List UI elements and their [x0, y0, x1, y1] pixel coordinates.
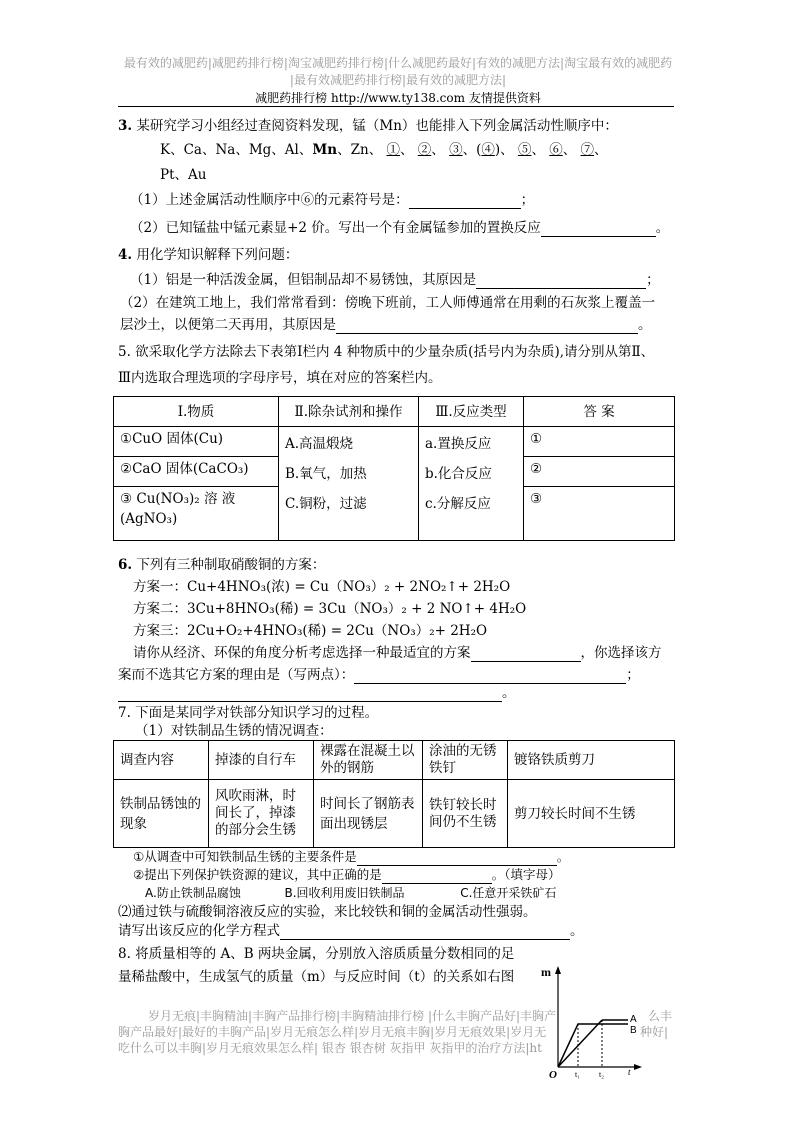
watermark-text: 岁月无痕|丰胸精油|丰胸产品排行榜|丰胸精油排行榜 |什么丰胸产品好|丰胸产: [148, 1009, 557, 1023]
punct: 。: [655, 220, 670, 236]
answer-blank[interactable]: [357, 851, 557, 866]
cell-line: ③ Cu(NO₃)₂ 溶 液: [120, 491, 236, 507]
q7-qb: [133, 866, 560, 884]
table-header: 答 案: [524, 397, 675, 427]
x-arrow-icon: [634, 1064, 642, 1070]
q5-table: [113, 396, 675, 541]
origin-label: O: [549, 1069, 557, 1080]
series-part: 、: [562, 142, 577, 158]
cell-line: (AgNO₃): [120, 511, 178, 527]
q8-line2: 量稀盐酸中，生成氢气的质量（m）与反应时间（t）的关系如右图: [118, 969, 515, 985]
option: a.置换反应: [425, 436, 492, 452]
option: A.高温煅烧: [285, 436, 354, 452]
answer-blank[interactable]: [336, 319, 638, 334]
table-header: 裸露在混凝土以外的钢筋: [314, 741, 423, 780]
option: B.氧气，加热: [285, 466, 367, 482]
table-cell: 时间长了钢筋表面出现锈层: [314, 780, 423, 848]
blank-1: ①: [386, 142, 400, 158]
q7-qb-end: 。（填字母）: [491, 867, 561, 882]
option-a[interactable]: A.防止铁制品腐蚀: [145, 886, 241, 900]
table-cell: ②CaO 固体(CaCO₃): [114, 457, 279, 487]
q3-series: [160, 141, 608, 159]
x-label: t: [628, 1067, 631, 1077]
q5-stem-a: 5. 欲采取化学方法除去下表第Ⅰ栏内 4 种物质中的少量杂质(括号内为杂质),请分别从第Ⅱ、: [118, 344, 655, 360]
answer-cell[interactable]: ①: [524, 427, 675, 457]
blank-5: ⑤: [517, 142, 532, 158]
punct: 。: [502, 685, 516, 701]
answer-blank[interactable]: [409, 194, 521, 209]
q4-part1: [130, 271, 660, 289]
series-b-label: B: [630, 1025, 637, 1036]
table-cell-reagents: [279, 427, 419, 541]
series-b-line: [558, 1020, 602, 1067]
answer-blank[interactable]: [471, 647, 581, 662]
table-cell: ①CuO 固体(Cu): [114, 427, 279, 457]
answer-blank[interactable]: [354, 669, 626, 684]
punct: ；: [646, 272, 660, 288]
q5-stem-b: Ⅲ内选取合理选项的字母序号，填在对应的答案栏内。: [118, 370, 442, 386]
table-cell: 铁钉较长时间仍不生锈: [423, 780, 508, 848]
punct: 。: [570, 923, 584, 939]
q6-stem-text: 下列有三种制取硝酸铜的方案：: [136, 557, 326, 573]
option: C.铜粉，过滤: [285, 496, 367, 512]
q4-stem-text: 用化学知识解释下列问题：: [136, 247, 299, 263]
q4-stem: 4. 用化学知识解释下列问题：: [118, 247, 299, 263]
q7-sub2b-text: 请写出该反应的化学方程式: [118, 923, 280, 939]
q7-qa: [133, 848, 569, 866]
q6-ask-text: 请你从经济、环保的角度分析考虑选择一种最适宜的方案: [133, 645, 471, 661]
table-cell: 风吹雨淋，时间长了，掉漆的部分会生锈: [209, 780, 314, 848]
answer-blank[interactable]: [541, 222, 656, 237]
blank-4: ④: [481, 142, 495, 158]
answer-blank[interactable]: [476, 274, 646, 289]
watermark-text: 胸产品最好|最好的丰胸产品|岁月无痕怎么样|岁月无痕丰胸|岁月无痕效果|岁月无: [118, 1025, 547, 1039]
q6-ask-c: [118, 684, 516, 702]
y-arrow-icon: [555, 966, 561, 974]
table-header: Ⅰ.物质: [114, 397, 279, 427]
watermark-top: [110, 55, 686, 89]
watermark-text: 么丰: [648, 1009, 673, 1023]
q4-p2b-text: 层沙土，以便第二天再用，其原因是: [120, 317, 336, 333]
table-header: 镀铬铁质剪刀: [508, 741, 675, 780]
q7-qa-text: ①从调查中可知铁制品生锈的主要条件是: [133, 849, 357, 864]
q3-p1-text: （1）上述金属活动性顺序中⑥的元素符号是：: [130, 192, 409, 208]
q6-stem: 6. 下列有三种制取硝酸铜的方案：: [118, 557, 326, 573]
q4-part2b: [120, 316, 652, 334]
q3-stem: 3. 某研究学习小组经过查阅资料发现，锰（Mn）也能排入下列金属活动性顺序中：: [118, 118, 618, 134]
answer-blank[interactable]: [280, 925, 570, 940]
series-part: 、Zn、: [337, 142, 383, 158]
y-label: m: [541, 965, 551, 979]
table-header: 调查内容: [114, 741, 209, 780]
series-part: )、: [494, 142, 514, 158]
q6-ask-a: [133, 644, 662, 662]
series-part: 、: [594, 142, 608, 158]
q6-ask-text: 案而不选其它方案的理由是（写两点）：: [118, 667, 355, 683]
series-mn: Mn: [312, 142, 338, 158]
q3-stem-text: 某研究学习小组经过查阅资料发现，锰（Mn）也能排入下列金属活动性顺序中：: [136, 118, 618, 134]
q7-qb-text: ②提出下列保护铁资源的建议，其中正确的是: [133, 867, 382, 882]
series-part: 、(: [462, 142, 482, 158]
watermark-line: 吃什么可以丰胸|岁月无痕效果怎么样| 银杏 银杏树 灰指甲 灰指甲的治疗方法|ht: [118, 1041, 542, 1055]
table-row-label: 铁制品锈蚀的现象: [114, 780, 209, 848]
table-header: Ⅱ.除杂试剂和操作: [279, 397, 419, 427]
q6-plan3: 方案三：2Cu+O₂+4HNO₃(稀) = 2Cu（NO₃）₂+ 2H₂O: [133, 623, 488, 639]
series-part: 、: [400, 142, 414, 158]
q8-line1: 8. 将质量相等的 A、B 两块金属，分别放入溶质质量分数相同的足: [118, 946, 515, 962]
header-rule: [118, 106, 674, 107]
option-b[interactable]: B.回收利用废旧铁制品: [284, 886, 405, 900]
table-header: 掉漆的自行车: [209, 741, 314, 780]
answer-blank[interactable]: [118, 687, 502, 702]
q6-plan2: 方案二：3Cu+8HNO₃(稀) = 3Cu（NO₃）₂ + 2 NO↑+ 4H₂O: [133, 601, 527, 617]
q7-table: [113, 740, 675, 848]
header-credit: 减肥药排行榜 http://www.ty138.com 友情提供资料: [255, 91, 541, 105]
q7-sub2b: [118, 922, 584, 940]
punct: ；: [626, 667, 640, 683]
q3-p2-text: （2）已知锰盐中锰元素显+2 价。写出一个有金属锰参加的置换反应: [130, 220, 541, 236]
table-cell-types: [419, 427, 524, 541]
punct: 。: [638, 317, 652, 333]
table-cell: 剪刀较长时间不生锈: [508, 780, 675, 848]
series-part: K、Ca、Na、Mg、Al、: [160, 142, 313, 158]
q7-stem: 7. 下面是某同学对铁部分知识学习的过程。: [118, 705, 379, 721]
series-part: 、: [431, 142, 445, 158]
answer-cell[interactable]: ③: [524, 487, 675, 541]
q6-ask-end: ，你选择该方: [580, 645, 662, 661]
option-c[interactable]: C.任意开采铁矿石: [460, 886, 557, 900]
q8-graph: [540, 962, 650, 1080]
answer-cell[interactable]: ②: [524, 457, 675, 487]
q7-sub2: ⑵通过铁与硫酸铜溶液反应的实验，来比较铁和铜的金属活动性强弱。: [118, 904, 537, 920]
option: c.分解反应: [425, 496, 491, 512]
blank-2: ②: [417, 142, 432, 158]
q4-part2a: （2）在建筑工地上，我们常常看到：傍晚下班前，工人师傅通常在用剩的石灰浆上覆盖一: [120, 295, 656, 311]
watermark-line: 最有效的减肥药|减肥药排行榜|淘宝减肥药排行榜|什么减肥药最好|有效的减肥方法|淘宝最有效的减肥药: [123, 56, 673, 70]
table-header: 涂油的无锈铁钉: [423, 741, 508, 780]
q3-part1: [130, 191, 534, 209]
watermark-line: |最有效减肥药排行榜|最有效的减肥方法|: [289, 73, 507, 87]
q6-ask-b: [118, 666, 640, 684]
blank-3: ③: [449, 142, 463, 158]
q6-plan1: 方案一：Cu+4HNO₃(浓) = Cu（NO₃）₂ + 2NO₂↑+ 2H₂O: [133, 579, 511, 595]
answer-blank[interactable]: [382, 869, 492, 884]
watermark-text: 种好|: [640, 1025, 669, 1039]
series-a-label: A: [630, 1014, 637, 1025]
blank-6: ⑥: [549, 142, 563, 158]
q7-sub1: （1）对铁制品生锈的情况调查：: [135, 723, 333, 739]
punct: ；: [520, 192, 535, 208]
blank-7: ⑦: [580, 142, 595, 158]
table-cell: [114, 487, 279, 541]
q3-part2: [130, 219, 669, 237]
q3-series2: Pt、Au: [160, 167, 207, 183]
option: b.化合反应: [425, 466, 492, 482]
table-header: Ⅲ.反应类型: [419, 397, 524, 427]
q4-p1-text: （1）铝是一种活泼金属，但铝制品却不易锈蚀，其原因是: [130, 272, 477, 288]
t1-tick-label: t₁: [575, 1070, 581, 1079]
series-part: 、: [531, 142, 545, 158]
q7-options: [145, 884, 556, 902]
t2-tick-label: t₂: [599, 1070, 605, 1079]
punct: 。: [556, 849, 570, 864]
